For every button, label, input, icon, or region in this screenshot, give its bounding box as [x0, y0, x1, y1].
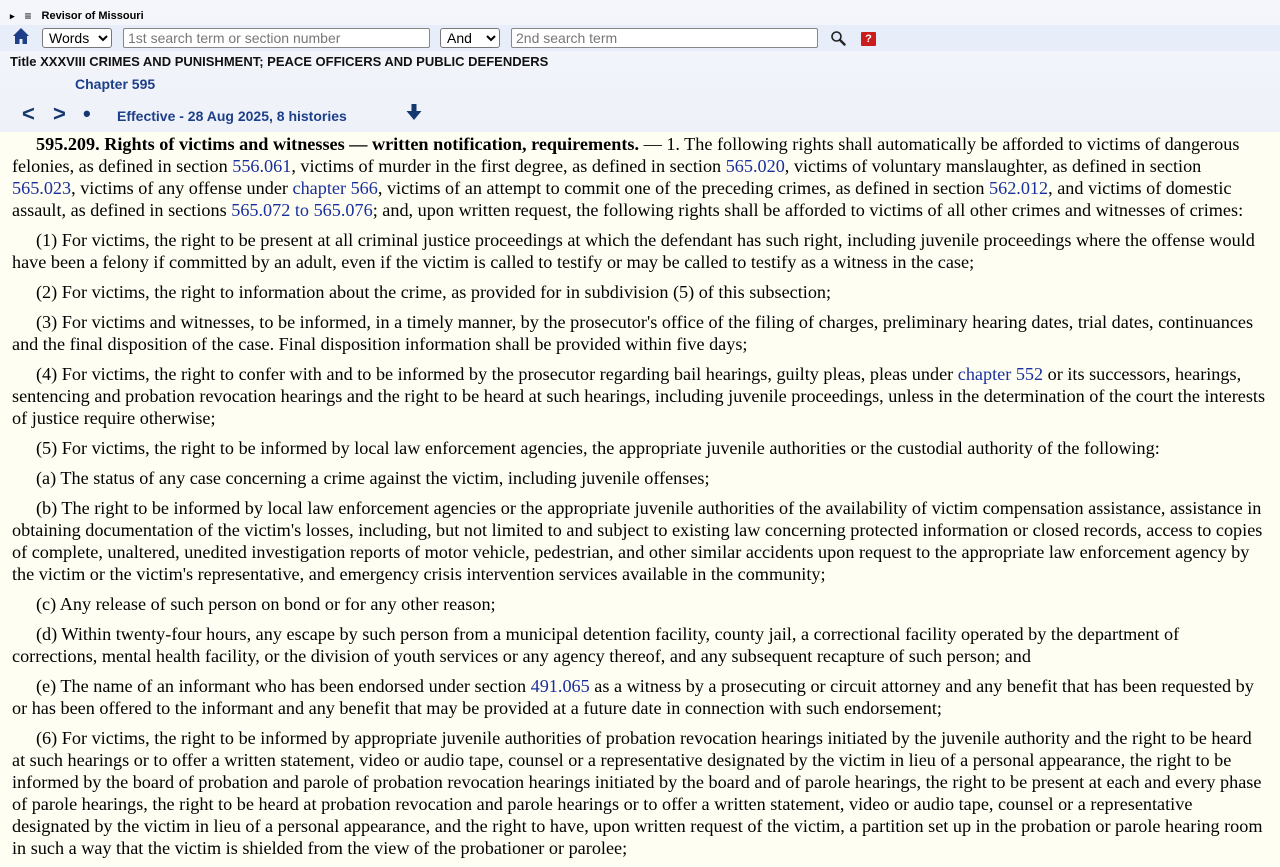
section-link-556-061[interactable]: 556.061: [232, 156, 292, 176]
paragraph-text: (4) For victims, the right to confer with and to be informed by the prosecutor regarding bail hearings, guilty pleas, pleas under: [36, 364, 958, 384]
paragraph-text: — 1. The following rights shall automatically be afforded to victims of dangerous felonies, as defined in section: [12, 134, 1240, 176]
previous-section-button[interactable]: <: [22, 101, 35, 126]
section-link-565-072-to-565-076[interactable]: 565.072 to 565.076: [231, 200, 373, 220]
effective-date-link[interactable]: Effective - 28 Aug 2025, 8 histories: [117, 108, 347, 124]
search-icon[interactable]: [830, 30, 846, 46]
subdivision-5: (5) For victims, the right to be informed by local law enforcement agencies, the appropriate juvenile authorities or the custodial authority of the following:: [36, 438, 1160, 458]
paragraph-text: or its successors, hearings, sentencing and probation revocation hearings and the right to be heard at such hearings, including juvenile proceedings, unless in the determination of the court the interests of justice require otherwise;: [12, 364, 1266, 428]
page-header: [0, 0, 1280, 132]
paragraph-text: ; and, upon written request, the following rights shall be afforded to victims of all other crimes and witnesses of crimes:: [372, 200, 1244, 220]
search-mode-select[interactable]: [42, 28, 112, 48]
paragraph-a: (a) The status of any case concerning a crime against the victim, including juvenile offenses;: [36, 468, 710, 488]
first-search-term-input[interactable]: [123, 28, 430, 48]
section-number: 595.209.: [36, 134, 100, 154]
paragraph-text: , and victims of domestic assault, as defined in sections: [12, 178, 1232, 220]
section-text: [12, 133, 1268, 867]
expand-triangle-icon[interactable]: ▸: [10, 10, 15, 21]
search-bar: [0, 25, 1280, 51]
section-link-565-023[interactable]: 565.023: [12, 178, 72, 198]
title-breadcrumb[interactable]: Title XXXVIII CRIMES AND PUNISHMENT; PEACE OFFICERS AND PUBLIC DEFENDERS: [10, 54, 549, 69]
site-title[interactable]: Revisor of Missouri: [41, 10, 144, 22]
subdivision-4: [12, 363, 1268, 429]
subdivision-3: (3) For victims and witnesses, to be informed, in a timely manner, by the prosecutor's office of the filing of charges, preliminary hearing dates, trial dates, continuances and the final disposition of the case. Final disposition information shall be provided within five days;: [12, 312, 1254, 354]
chapter-link-552[interactable]: chapter 552: [957, 364, 1044, 384]
current-section-dot[interactable]: •: [83, 101, 91, 126]
subdivision-1: (1) For victims, the right to be present at all criminal justice proceedings at which the defendant has such right, including juvenile proceedings where the offense would have been a felony if committed by an adult, even if the victim is called to testify or may be called to testify as a witness in the case;: [12, 230, 1255, 272]
section-navigation: [22, 101, 442, 127]
paragraph-d: (d) Within twenty-four hours, any escape by such person from a municipal detention facility, county jail, a correctional facility operated by the department of corrections, mental health facility, or the division of youth services or any agency thereof, and any subsequent recapture of such person; and: [12, 624, 1180, 666]
paragraph-text: (e) The name of an informant who has been endorsed under section: [36, 676, 531, 696]
search-operator-select[interactable]: [440, 28, 500, 48]
section-link-491-065[interactable]: 491.065: [530, 676, 590, 696]
paragraph-b: (b) The right to be informed by local law enforcement agencies or the appropriate juvenile authorities of the availability of victim compensation assistance, assistance in obtaining documentation of the victim's losses, including, but not limited to and subject to existing law concerning protected information or closed records, access to copies of complete, unaltered, unedited investigation reports of motor vehicle, pedestrian, and other similar accidents upon request to the appropriate law enforcement agency by the victim or the victim's representative, and emergency crisis intervention services available in the community;: [12, 498, 1263, 584]
second-search-term-input[interactable]: [511, 28, 818, 48]
paragraph-e: [12, 675, 1268, 719]
section-intro-paragraph: [12, 133, 1268, 221]
site-topbar: [10, 8, 144, 24]
paragraph-c: (c) Any release of such person on bond or for any other reason;: [36, 594, 496, 614]
next-section-button[interactable]: >: [53, 101, 66, 126]
subdivision-6: (6) For victims, the right to be informed by appropriate juvenile authorities of probation revocation hearings initiated by the juvenile authority and the right to be heard at such hearings or to offer a written statement, video or audio tape, counsel or a representative designated by the victim in lieu of a personal appearance, the right to be informed by the board of probation and parole of probation revocation hearings initiated by the board and of parole hearings, the right to be present at each and every phase of parole hearings, the right to be heard at probation revocation and parole hearings or to offer a written statement, video or audio tape, counsel or a representative designated by the victim in lieu of a personal appearance, and the right to have, upon written request of the victim, a partition set up in the probation or parole hearing room in such a way that the victim is shielded from the view of the probationer or parolee;: [12, 728, 1263, 858]
chapter-link-566[interactable]: chapter 566: [292, 178, 378, 198]
down-arrow-icon[interactable]: [405, 103, 423, 121]
help-button[interactable]: ?: [861, 32, 876, 46]
section-link-565-020[interactable]: 565.020: [725, 156, 785, 176]
section-heading: Rights of victims and witnesses — written notification, requirements.: [104, 134, 640, 154]
section-link-562-012[interactable]: 562.012: [989, 178, 1049, 198]
paragraph-text: as a witness by a prosecuting or circuit attorney and any benefit that has been requested by or has been offered to the informant and any benefit that may be provided at a future date in connection with such endorsement;: [12, 676, 1254, 718]
paragraph-text: , victims of voluntary manslaughter, as defined in section: [784, 156, 1202, 176]
paragraph-text: , victims of murder in the first degree, as defined in section: [291, 156, 726, 176]
chapter-link[interactable]: Chapter 595: [75, 76, 156, 92]
menu-icon[interactable]: ≡: [24, 9, 32, 23]
paragraph-text: , victims of any offense under: [71, 178, 293, 198]
subdivision-2: (2) For victims, the right to information about the crime, as provided for in subdivision (5) of this subsection;: [36, 282, 832, 302]
paragraph-text: , victims of an attempt to commit one of the preceding crimes, as defined in section: [377, 178, 989, 198]
home-icon[interactable]: [12, 27, 30, 45]
